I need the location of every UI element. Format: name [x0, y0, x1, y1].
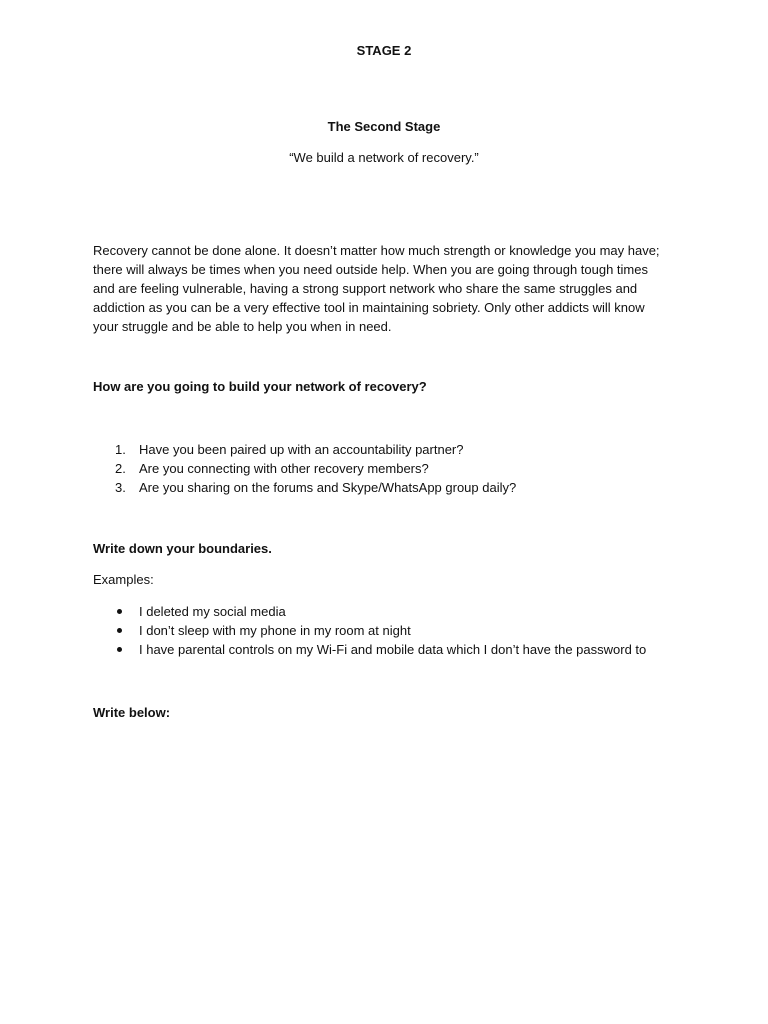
intro-line: and are feeling vulnerable, having a strong support network who share the same struggles and	[93, 281, 638, 296]
intro-line: Recovery cannot be done alone. It doesn’t matter how much strength or knowledge you may have;	[93, 243, 660, 258]
list-item-text: I deleted my social media	[139, 604, 286, 619]
boundaries-heading: Write down your boundaries.	[93, 541, 272, 556]
list-item-text: Are you connecting with other recovery members?	[139, 461, 429, 476]
page-subtitle: “We build a network of recovery.”	[289, 150, 479, 165]
bullet-icon	[117, 609, 122, 614]
intro-line: your struggle and be able to help you when in need.	[93, 319, 392, 334]
bullet-icon	[117, 647, 122, 652]
list-number: 2.	[115, 461, 126, 476]
list-item-text: I have parental controls on my Wi-Fi and mobile data which I don’t have the password to	[139, 642, 647, 657]
intro-line: there will always be times when you need outside help. When you are going through tough times	[93, 262, 648, 277]
intro-line: addiction as you can be a very effective tool in maintaining sobriety. Only other addicts will know	[93, 300, 645, 315]
list-number: 1.	[115, 442, 126, 457]
list-item-text: I don’t sleep with my phone in my room at night	[139, 623, 411, 638]
list-number: 3.	[115, 480, 126, 495]
write-below-label: Write below:	[93, 705, 171, 720]
list-item-text: Have you been paired up with an accountability partner?	[139, 442, 464, 457]
examples-label: Examples:	[93, 572, 154, 587]
bullet-icon	[117, 628, 122, 633]
intro-paragraph	[93, 241, 673, 336]
page-title: The Second Stage	[327, 119, 441, 134]
question-heading: How are you going to build your network of recovery?	[93, 379, 427, 394]
stage-heading: STAGE 2	[356, 43, 412, 58]
list-item-text: Are you sharing on the forums and Skype/WhatsApp group daily?	[139, 480, 517, 495]
